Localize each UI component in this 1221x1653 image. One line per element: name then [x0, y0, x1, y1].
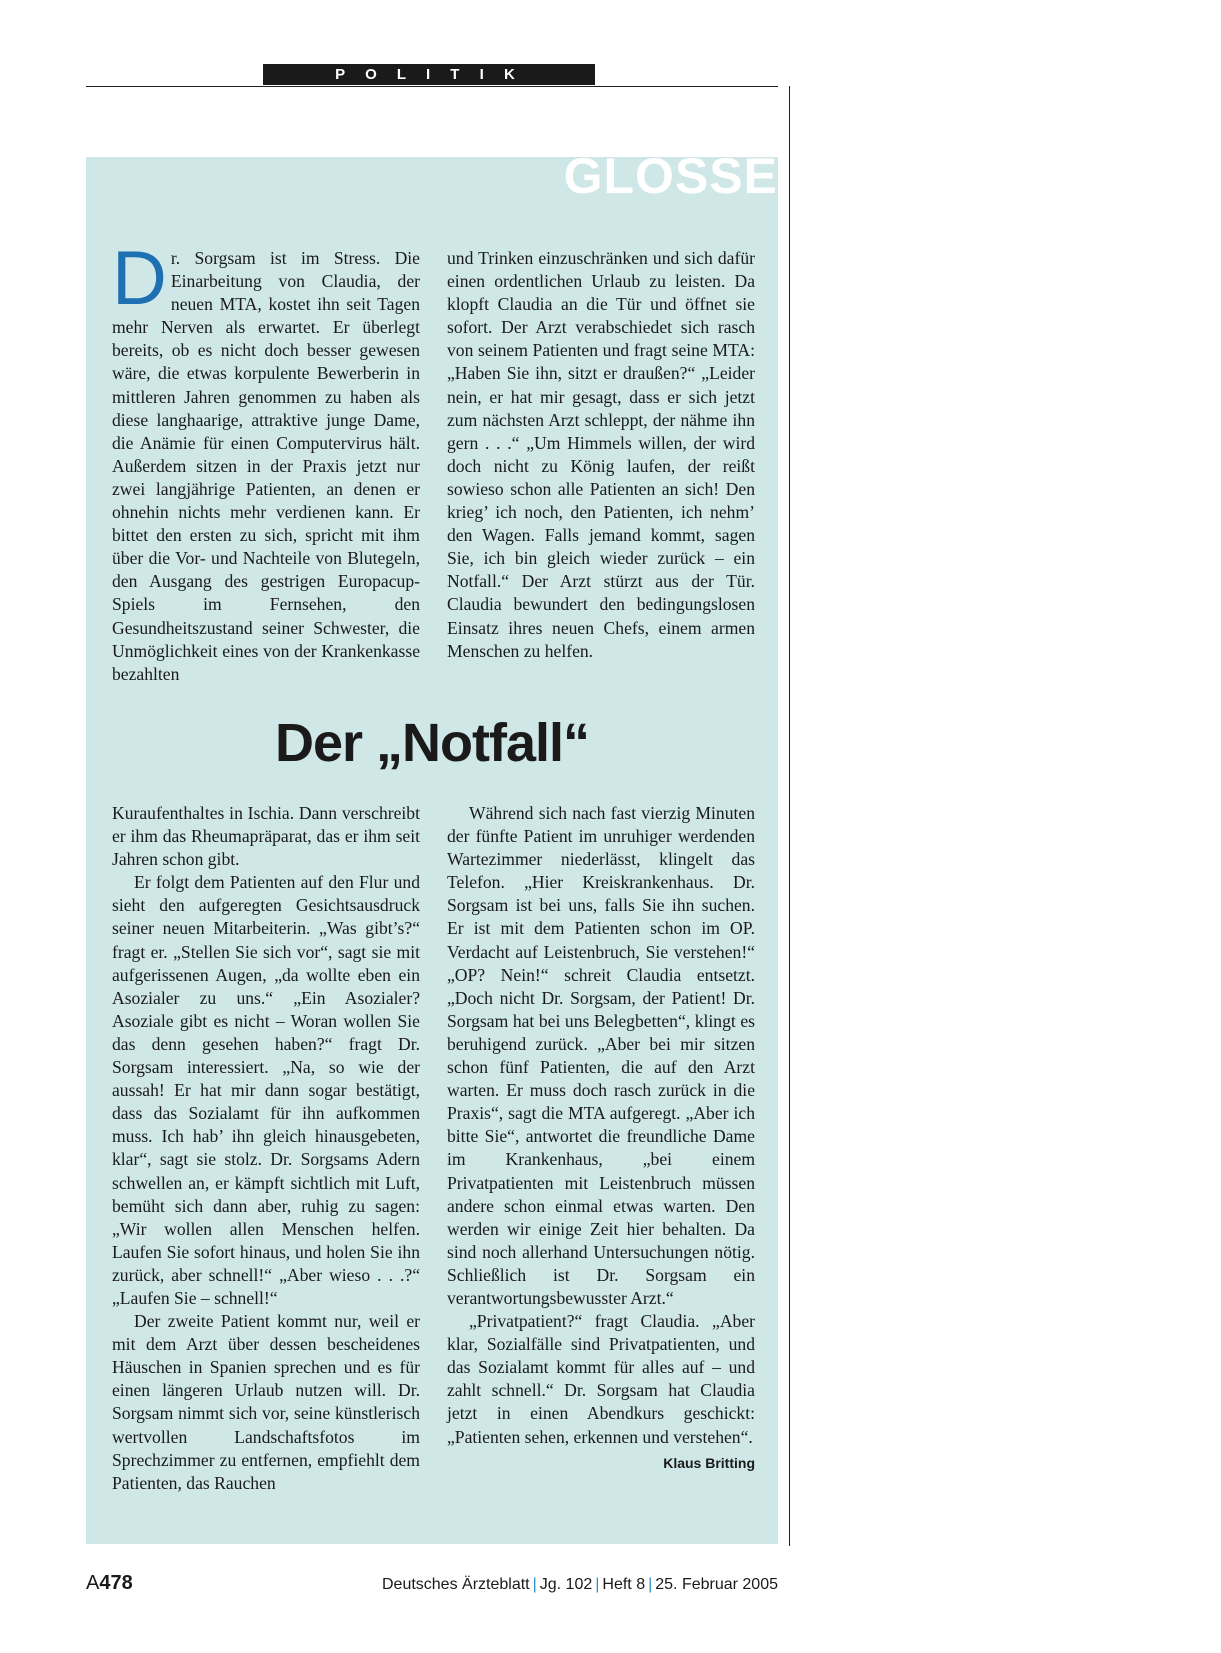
article-column-1 [112, 236, 420, 686]
separator: | [532, 1576, 537, 1593]
column-rule [789, 86, 790, 1546]
paragraph: Kuraufenthaltes in Ischia. Dann verschreibt er ihm das Rheumapräparat, das er ihm seit Jahren schon gibt. [112, 803, 420, 870]
article-column-3 [112, 802, 420, 1495]
page-number [86, 1572, 133, 1595]
article-column-4 [447, 802, 755, 1475]
glosse-label: GLOSSE [563, 148, 778, 198]
paragraph-text: „Privatpatient?“ fragt Claudia. „Aber klar, Sozialfälle sind Privatpatienten, und das Sozialamt kommt für alles auf – und zahlt schnell.“ Dr. Sorgsam hat Claudia jetzt in einen Abendkurs geschickt: „Patienten sehen, erkennen und verstehen“. [447, 1311, 755, 1447]
paragraph [447, 1310, 755, 1471]
paragraph: Während sich nach fast vierzig Minuten der fünfte Patient im unruhiger werdenden Wartezimmer niederlässt, klingelt das Telefon. „Hier Kreiskrankenhaus. Dr. Sorgsam ist bei uns, falls Sie ihn suchen. Er ist mit dem Patienten schon im OP. Verdacht auf Leistenbruch, Sie verstehen!“ „OP? Nein!“ schreit Claudia entsetzt. „Doch nicht Dr. Sorgsam, der Patient! Dr. Sorgsam hat bei uns Belegbetten“, klingt es beruhigend zurück. „Aber bei mir sitzen schon fünf Patienten, die auf den Arzt warten. Er muss doch rasch zurück in die Praxis“, sagt die MTA aufgeregt. „Aber ich bitte Sie“, antwortet die freundliche Dame im Krankenhaus, „bei einem Privatpatienten mit Leistenbruch müssen andere schon einmal etwas warten. Den werden wir einige Zeit hier behalten. Da sind noch allerhand Untersuchungen nötig. Schließlich ist Dr. Sorgsam ein verantwortungsbewusster Arzt.“ [447, 803, 755, 1308]
paragraph: Der zweite Patient kommt nur, weil er mit dem Arzt über dessen bescheidenes Häuschen in Spanien sprechen und es für einen längeren Urlaub nutzen will. Dr. Sorgsam nimmt sich vor, seine künstlerisch wertvollen Landschaftsfotos im Sprechzimmer zu entfernen, empfiehlt dem Patienten, das Rauchen [112, 1311, 420, 1493]
journal-volume: Jg. 102 [539, 1576, 593, 1593]
journal-issue: Heft 8 [602, 1576, 646, 1593]
headline: Der „Notfall“ [274, 713, 590, 773]
page-prefix: A [86, 1572, 100, 1594]
journal-info [382, 1576, 778, 1594]
paragraph: und Trinken einzuschränken und sich dafür einen ordentlichen Urlaub zu leisten. Da klopft Claudia an die Tür und öffnet sie sofort. Der Arzt verabschiedet sich rasch von seinem Patienten und fragt seine MTA: „Haben Sie ihn, sitzt er draußen?“ „Leider nein, er hat mir gesagt, dass er sich jetzt zum nächsten Arzt schleppt, der nähme ihn gern . . .“ „Um Himmels willen, der wird doch nicht zu König laufen, der reißt sowieso schon alle Patienten an sich! Den krieg’ ich noch, den Patienten, ich nehm’ den Wagen. Falls jemand kommt, sagen Sie, ich bin gleich wieder zurück – ein Notfall.“ Der Arzt stürzt aus der Tür. Claudia bewundert den bedingungslosen Einsatz ihres neuen Chefs, einem armen Menschen zu helfen. [447, 248, 755, 661]
drop-cap: D [112, 236, 167, 321]
separator: | [648, 1576, 653, 1593]
journal-date: 25. Februar 2005 [655, 1576, 778, 1593]
section-label: P O L I T I K [263, 64, 595, 85]
header-rule [86, 86, 778, 87]
journal-name: Deutsches Ärzteblatt [381, 1576, 530, 1593]
page-number-value: 478 [99, 1572, 133, 1594]
article-column-2 [447, 247, 755, 663]
author-byline: Klaus Britting [663, 1454, 755, 1471]
paragraph: Er folgt dem Patienten auf den Flur und sieht den aufgeregten Gesichtsausdruck seiner neuen Mitarbeiterin. „Was gibt’s?“ fragt er. „Stellen Sie sich vor“, sagt sie mit aufgerissenen Augen, „da wollte eben ein Asozialer zu uns.“ „Ein Asozialer? Asoziale gibt es nicht – Woran wollen Sie das denn gesehen haben?“ fragt Dr. Sorgsam interessiert. „Na, so wie der aussah! Er hat mir dann sogar bestätigt, dass das Sozialamt für ihn aufkommen muss. Ich hab’ ihn gleich hinausgebeten, klar“, sagt sie stolz. Dr. Sorgsams Adern schwellen an, er kämpft sichtlich mit Luft, bemüht sich dann aber, ruhig zu sagen: „Wir wollen allen Menschen helfen. Laufen Sie sofort hinaus, und holen Sie ihn zurück, aber schnell!“ „Aber wieso . . .?“ „Laufen Sie – schnell!“ [112, 872, 420, 1308]
separator: | [595, 1576, 600, 1593]
paragraph: r. Sorgsam ist im Stress. Die Einarbeitung von Claudia, der neuen MTA, kostet ihn seit Tagen mehr Nerven als erwartet. Er überlegt bereits, ob es nicht doch besser gewesen wäre, die etwas korpulente Bewerberin in mittleren Jahren genommen zu haben als diese langhaarige, attraktive junge Dame, die Anämie für einen Computervirus hält. Außerdem sitzen in der Praxis jetzt nur zwei langjährige Patienten, an denen er ohnehin nichts mehr verdienen kann. Er bittet den ersten zu sich, spricht mit ihm über die Vor- und Nachteile von Blutegeln, den Ausgang des gestrigen Europacup-Spiels im Fernsehen, den Gesundheitszustand seiner Schwester, die Unmöglichkeit eines von der Krankenkasse bezahlten [112, 248, 420, 684]
